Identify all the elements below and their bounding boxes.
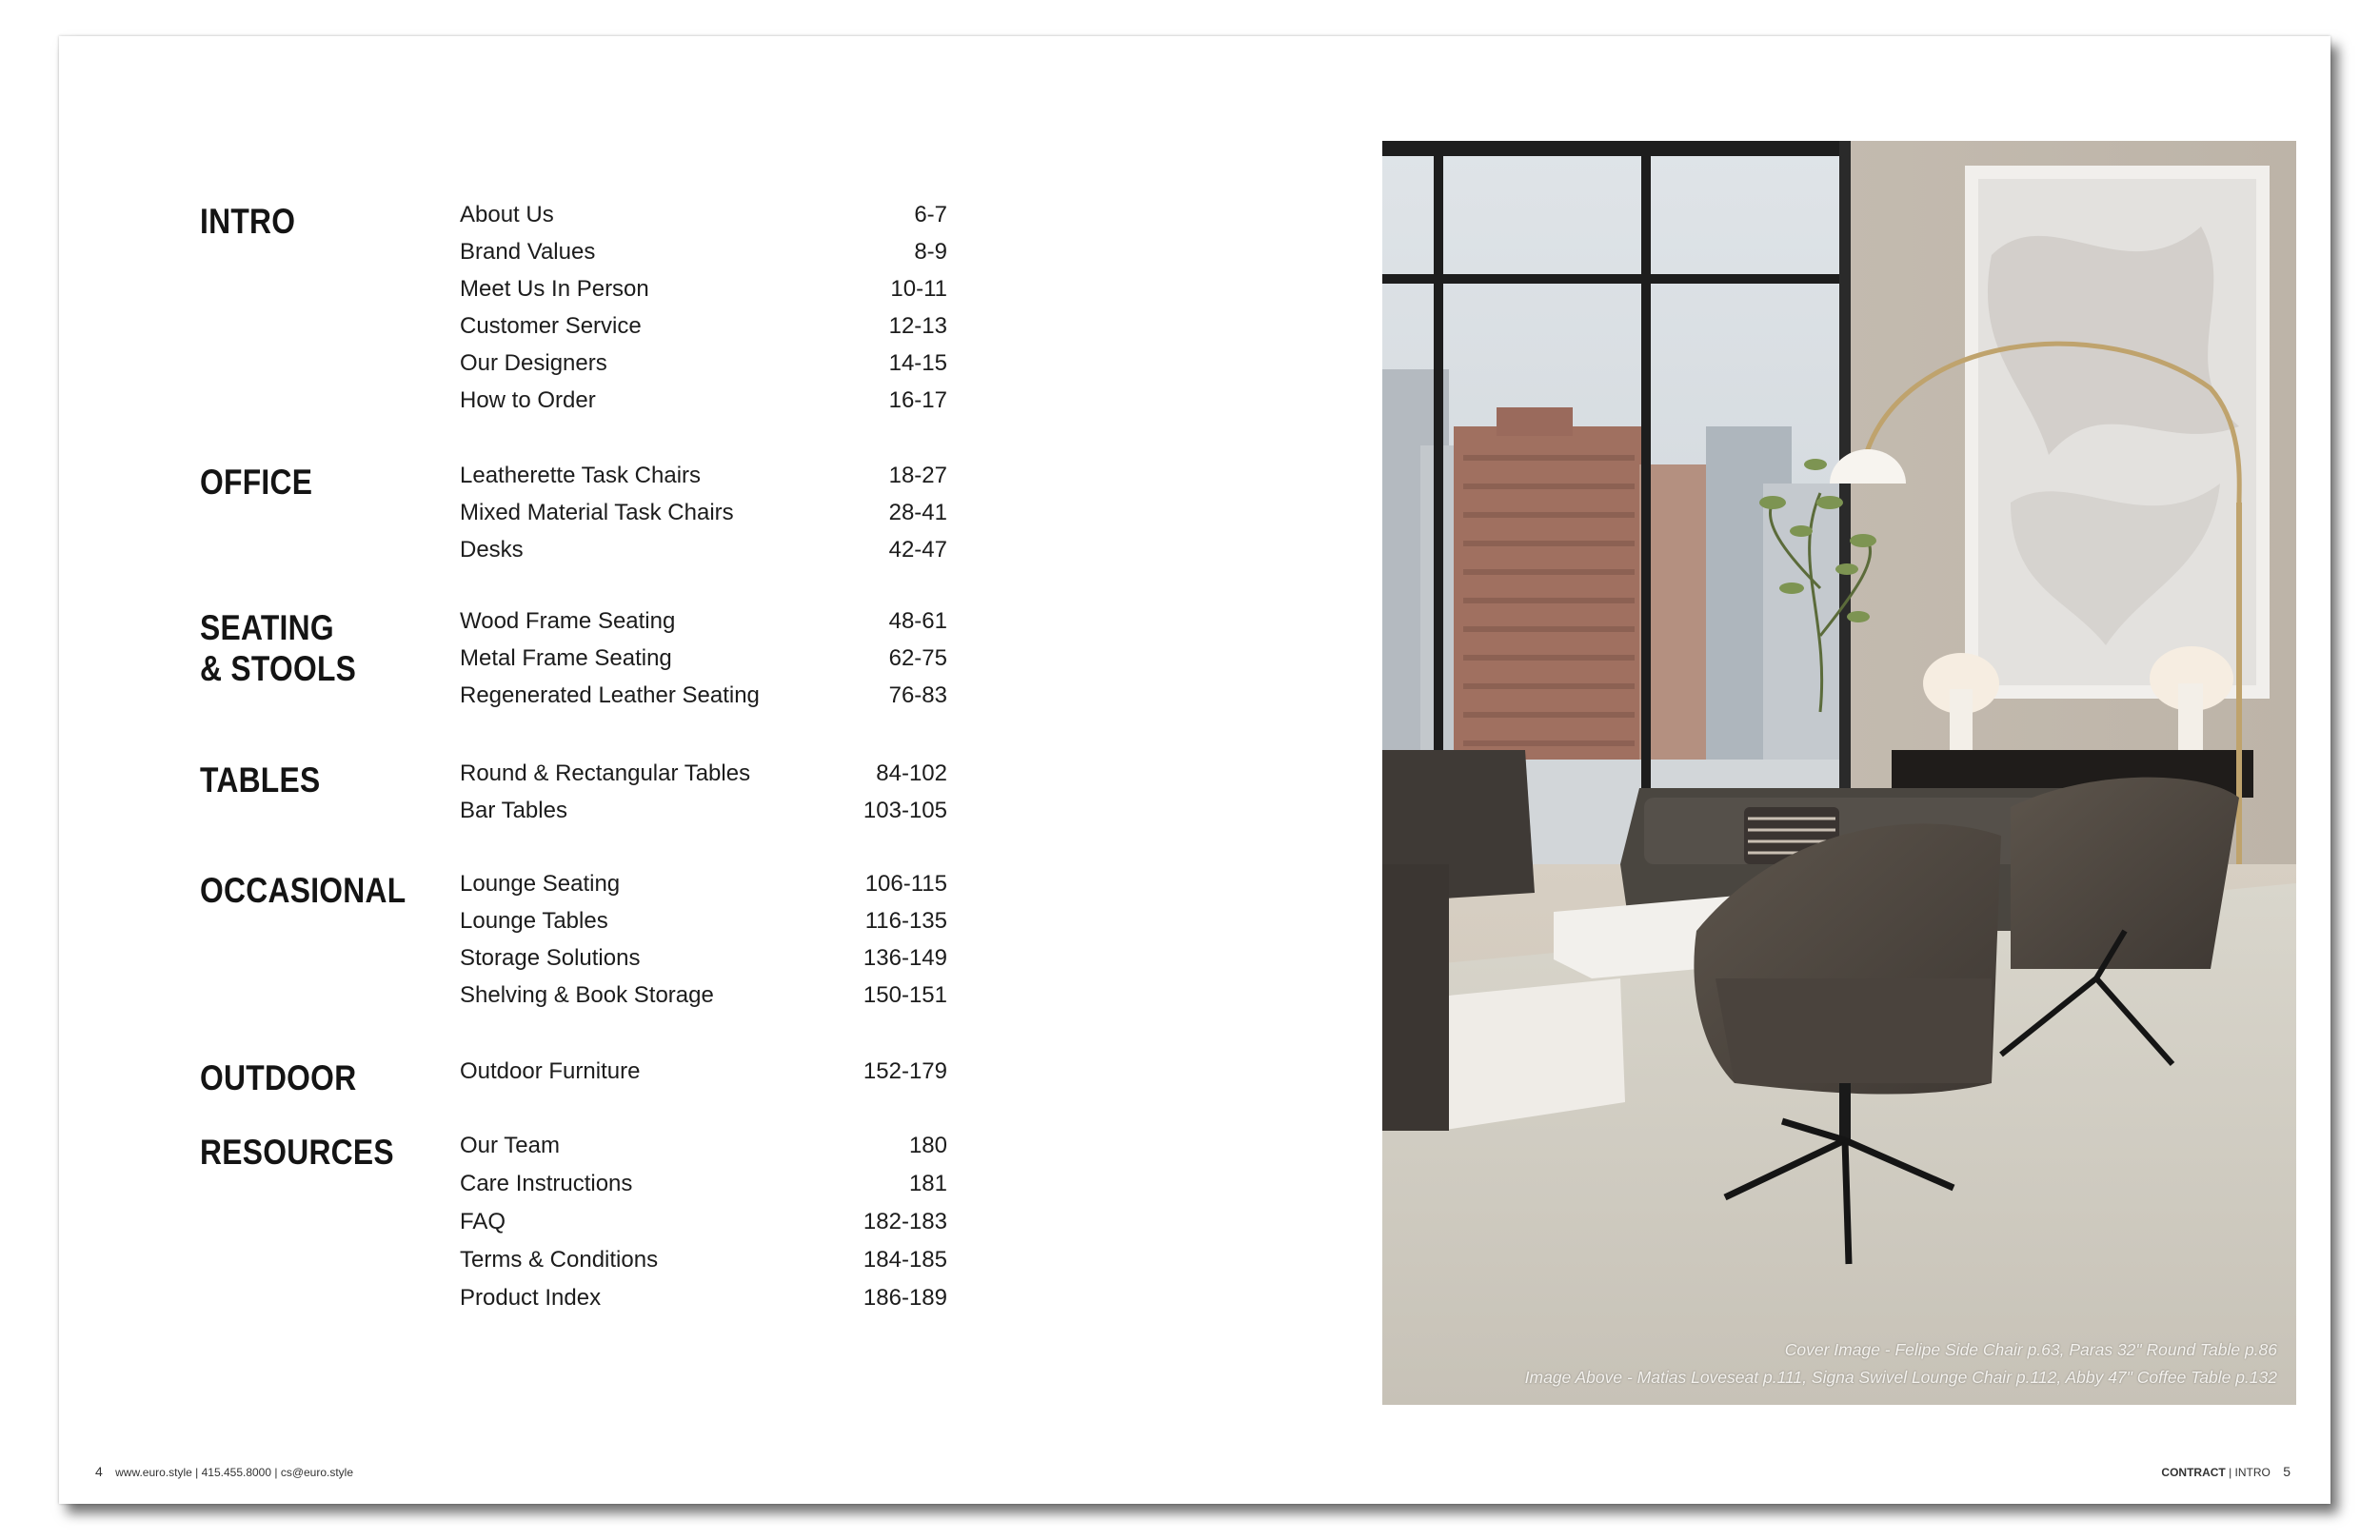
toc-entry[interactable] xyxy=(460,536,947,573)
toc-entry-pages: 16-17 xyxy=(888,387,947,413)
toc-entry-pages: 182-183 xyxy=(863,1209,947,1234)
toc-entry[interactable] xyxy=(460,681,947,719)
section-heading xyxy=(200,760,320,800)
toc-entry-title: Wood Frame Seating xyxy=(460,608,676,634)
contact-info: www.euro.style | 415.455.8000 | cs@euro.style xyxy=(115,1466,354,1479)
toc-entry-pages: 62-75 xyxy=(888,645,947,671)
toc-entry-title: Storage Solutions xyxy=(460,945,641,971)
toc-entry-pages: 152-179 xyxy=(863,1058,947,1084)
toc-entry-title: Terms & Conditions xyxy=(460,1247,659,1273)
lounge-interior-illustration xyxy=(1382,141,2296,1405)
toc-entry-title: Our Designers xyxy=(460,350,607,376)
section-heading-line: & STOOLS xyxy=(200,649,357,688)
caption-line-cover: Cover Image - Felipe Side Chair p.63, Paras 32" Round Table p.86 xyxy=(1784,1340,2277,1359)
toc-entry[interactable] xyxy=(460,1208,947,1246)
toc-entry-title: How to Order xyxy=(460,387,596,413)
toc-entry-pages: 48-61 xyxy=(888,608,947,634)
toc-entry-pages: 184-185 xyxy=(863,1247,947,1273)
section-entries xyxy=(460,462,947,573)
toc-entry[interactable] xyxy=(460,238,947,275)
toc-entry[interactable] xyxy=(460,275,947,312)
section-entries xyxy=(460,1132,947,1322)
section-entries xyxy=(460,870,947,1018)
toc-entry-pages: 186-189 xyxy=(863,1285,947,1311)
toc-entry[interactable] xyxy=(460,349,947,386)
toc-entry-title: Product Index xyxy=(460,1285,602,1311)
section-heading xyxy=(200,870,406,911)
section-heading-line: OCCASIONAL xyxy=(200,871,407,910)
footer-right xyxy=(2161,1464,2291,1479)
toc-entry-pages: 136-149 xyxy=(863,945,947,971)
section-heading-line: SEATING xyxy=(200,608,334,647)
toc-entry-pages: 10-11 xyxy=(890,276,947,302)
toc-entry[interactable] xyxy=(460,462,947,499)
toc-entry-title: Lounge Seating xyxy=(460,871,621,897)
right-page-number: 5 xyxy=(2283,1464,2291,1479)
toc-entry-pages: 84-102 xyxy=(876,760,947,786)
toc-entry[interactable] xyxy=(460,312,947,349)
section-heading-line: TABLES xyxy=(200,760,321,800)
left-page-number: 4 xyxy=(95,1464,103,1479)
section-heading-line: INTRO xyxy=(200,202,296,241)
toc-entry-pages: 116-135 xyxy=(864,908,947,934)
toc-entry[interactable] xyxy=(460,760,947,797)
footer-left xyxy=(95,1464,353,1479)
toc-entry[interactable] xyxy=(460,386,947,424)
toc-entry[interactable] xyxy=(460,870,947,907)
section-entries xyxy=(460,201,947,424)
toc-entry-title: Metal Frame Seating xyxy=(460,645,672,671)
toc-entry-title: Meet Us In Person xyxy=(460,276,649,302)
toc-entry-pages: 12-13 xyxy=(888,313,947,339)
toc-entry-title: Customer Service xyxy=(460,313,642,339)
toc-entry-title: Our Team xyxy=(460,1133,560,1158)
toc-entry[interactable] xyxy=(460,907,947,944)
toc-entry[interactable] xyxy=(460,981,947,1018)
toc-entry[interactable] xyxy=(460,1132,947,1170)
section-heading xyxy=(200,607,356,689)
toc-entry-title: Round & Rectangular Tables xyxy=(460,760,751,786)
toc-entry-pages: 8-9 xyxy=(914,239,947,265)
toc-entry-pages: 18-27 xyxy=(888,463,947,488)
section-heading-line: OFFICE xyxy=(200,463,313,502)
toc-entry-title: Outdoor Furniture xyxy=(460,1058,641,1084)
toc-entry-pages: 180 xyxy=(908,1133,947,1158)
toc-entry[interactable] xyxy=(460,644,947,681)
section-heading-line: RESOURCES xyxy=(200,1133,394,1172)
toc-entry-title: Shelving & Book Storage xyxy=(460,982,714,1008)
toc-entry-title: Regenerated Leather Seating xyxy=(460,682,760,708)
toc-entry-title: Lounge Tables xyxy=(460,908,608,934)
toc-entry-title: Mixed Material Task Chairs xyxy=(460,500,734,525)
section-heading xyxy=(200,1132,394,1173)
toc-entry[interactable] xyxy=(460,1246,947,1284)
toc-entry-pages: 150-151 xyxy=(863,982,947,1008)
toc-entry-title: Bar Tables xyxy=(460,798,567,823)
toc-entry-pages: 6-7 xyxy=(914,202,947,227)
photo-caption xyxy=(1525,1336,2277,1392)
toc-entry-pages: 103-105 xyxy=(863,798,947,823)
toc-entry-pages: 28-41 xyxy=(888,500,947,525)
toc-entry-pages: 42-47 xyxy=(888,537,947,563)
footer-section-contract: CONTRACT xyxy=(2161,1466,2226,1479)
toc-entry[interactable] xyxy=(460,1284,947,1322)
toc-entry-pages: 106-115 xyxy=(864,871,947,897)
toc-entry-title: Desks xyxy=(460,537,524,563)
toc-entry-title: Leatherette Task Chairs xyxy=(460,463,702,488)
toc-entry-title: About Us xyxy=(460,202,554,227)
caption-line-above: Image Above - Matias Loveseat p.111, Signa Swivel Lounge Chair p.112, Abby 47" Coffee Table p.132 xyxy=(1524,1368,2277,1387)
footer-section-intro: | INTRO xyxy=(2225,1466,2271,1479)
catalog-spread xyxy=(59,36,2330,1504)
toc-entry[interactable] xyxy=(460,1057,947,1095)
toc-entry[interactable] xyxy=(460,797,947,834)
toc-entry-title: Care Instructions xyxy=(460,1171,633,1196)
toc-entry[interactable] xyxy=(460,607,947,644)
section-entries xyxy=(460,607,947,719)
section-entries xyxy=(460,1057,947,1095)
toc-entry[interactable] xyxy=(460,499,947,536)
section-heading xyxy=(200,201,295,242)
toc-entry-pages: 181 xyxy=(908,1171,947,1196)
toc-entry-title: FAQ xyxy=(460,1209,506,1234)
toc-entry-pages: 76-83 xyxy=(888,682,947,708)
section-heading xyxy=(200,1057,356,1098)
toc-entry-title: Brand Values xyxy=(460,239,596,265)
section-heading-line: OUTDOOR xyxy=(200,1058,357,1097)
toc-entry-pages: 14-15 xyxy=(888,350,947,376)
lounge-photo xyxy=(1382,141,2296,1405)
toc-entry[interactable] xyxy=(460,944,947,981)
section-entries xyxy=(460,760,947,834)
section-heading xyxy=(200,462,312,503)
toc-entry[interactable] xyxy=(460,201,947,238)
toc-entry[interactable] xyxy=(460,1170,947,1208)
